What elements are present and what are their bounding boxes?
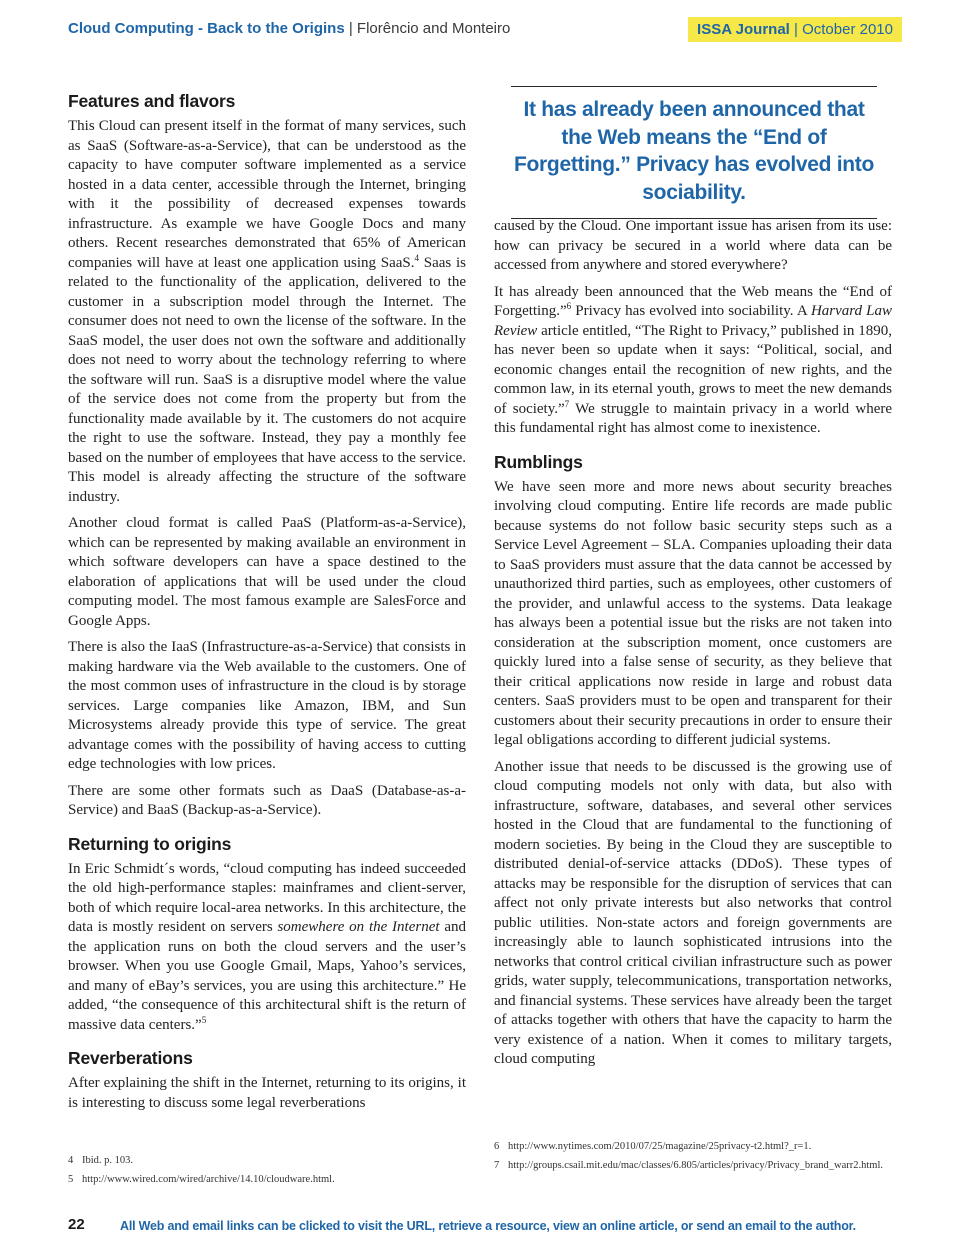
footnote-text: Ibid. p. 103. — [82, 1155, 134, 1166]
pull-quote: It has already been announced that the Web means the “End of Forgetting.” Privacy has evolved into sociability. — [511, 86, 877, 219]
journal-name: ISSA Journal — [697, 21, 790, 38]
text-run: We struggle to maintain privacy in a world where this fundamental right has almost come to inexistence. — [494, 400, 893, 436]
section-heading-features: Features and flavors — [68, 91, 236, 111]
text-run: article entitled, “The Right to Privacy,” published in 1890, has never been so update when it says: “Political, social, and economic changes entail the recognition of new rights, and the common law, in its eternal youth, grows to meet the new demands of society.” — [494, 322, 892, 417]
text-run: Saas is related to the functionality of the application, delivered to the customer in a subscription model through the Internet. The consumer does not need to own the license of the software. In the SaaS model, the user does not own the software and additionally does not need to worry about the technology referring to where the software will run. SaaS is a disruptive model where the value of the service does not come from the property but from the functionality made available by it. The customers do not acquire the right to use the software. Instead, they pay a monthly fee based on the number of employees that have access to the service. This model is already affecting the structure of the software industry. — [68, 254, 466, 505]
header-separator-2: | — [794, 21, 798, 38]
section-heading-reverberations: Reverberations — [68, 1048, 193, 1068]
left-column — [68, 90, 466, 1120]
paragraph: caused by the Cloud. One important issue has arisen from its use: how can privacy be secured in a world where data can be accessed from anywhere and stored everywhere? — [494, 218, 892, 273]
article-authors: Florêncio and Monteiro — [356, 20, 511, 37]
footnote — [494, 1140, 892, 1153]
footnote-number: 6 — [494, 1141, 500, 1152]
issue-date: October 2010 — [802, 21, 893, 38]
footnote-number: 7 — [494, 1160, 500, 1171]
right-column — [494, 217, 892, 1077]
footnote-ref-7[interactable]: 7 — [564, 398, 570, 409]
running-header — [68, 17, 902, 43]
footnote-ref-4[interactable]: 4 — [414, 252, 420, 263]
header-separator: | — [348, 20, 353, 37]
article-title: Cloud Computing - Back to the Origins — [68, 20, 345, 37]
paragraph — [494, 283, 892, 439]
text-run: Privacy has evolved into sociability. A — [571, 303, 811, 319]
footer-links-note: All Web and email links can be clicked to visit the URL, retrieve a resource, view an online article, or send an email to the author. — [120, 1219, 856, 1233]
page-number: 22 — [68, 1216, 85, 1233]
footnote-link[interactable]: http://www.wired.com/wired/archive/14.10/cloudware.html. — [82, 1174, 335, 1185]
paragraph: We have seen more and more news about security breaches involving cloud computing. Entire life records are made public because systems do not follow basic security steps such as a Service Level Agreement – SLA. Companies uploading their data to SaaS providers must assure that the data cannot be accessed by unauthorized third parties, such as employees, other customers of the provider, and unlawful access to the systems. Data leakage has always been a potential issue but the risks are not taken into consideration at the subscription moment, once customers are quickly lured into a false sense of security, as they believe that their critical applications now reside in large and robust data centers. SaaS providers must to be open and transparent for their customers about their security precautions in order to ensure their legal obligations according to different judicial systems. — [494, 478, 892, 748]
paragraph: Another issue that needs to be discussed is the growing use of cloud computing models not only with data, but also with infrastructure, software, databases, and several other services hosted in the Cloud that are fundamental to the functioning of modern societies. By being in the Cloud they are susceptible to distributed denial-of-service attacks (DDoS). These types of attacks may be responsible for the disruption of services that can affect not only private interests but also networks that control public utilities. Non-state actors and foreign governments are increasingly able to launch sophisticated intrusions into the networks that control critical civilian infrastructure such as power grids, water supply, telecommunications, transportation networks, and financial systems. These services have already been the target of attacks together with others that have the capacity to harm the very existence of a nation. When it comes to military targets, cloud computing — [494, 758, 892, 1067]
footnote — [494, 1159, 892, 1172]
paragraph: There is also the IaaS (Infrastructure-as-a-Service) that consists in making hardware via the Web available to the customers. One of the most common uses of infrastructure in the cloud is by storage services. Large companies like Amazon, IBM, and Sun Microsystems already provide this type of service. The great advantage comes with the possibility of having access to cutting edge technologies with low prices. — [68, 639, 466, 772]
footnote-link[interactable]: http://www.nytimes.com/2010/07/25/magazine/25privacy-t2.html?_r=1. — [508, 1141, 812, 1152]
header-title-block — [68, 20, 510, 37]
footnote — [68, 1173, 466, 1186]
section-heading-returning: Returning to origins — [68, 833, 232, 854]
section-heading-rumblings: Rumblings — [494, 451, 583, 472]
paragraph — [68, 860, 466, 1036]
text-run: It has already been announced that the Web means the “End of Forgetting.” — [494, 283, 892, 319]
paragraph: After explaining the shift in the Internet, returning to its origins, it is interesting to discuss some legal reverberations — [68, 1075, 466, 1111]
emphasis-text: somewhere on the Internet — [277, 919, 440, 935]
text-run: and the application runs on both the cloud servers and the user’s browser. When you use Google Gmail, Maps, Yahoo’s services, and many of eBay’s services, you are using this architecture.” He added, “the consequence of this architectural shift is the return of massive data centers.” — [68, 919, 466, 1033]
footnotes-left — [68, 1154, 466, 1192]
footnote-number: 4 — [68, 1155, 74, 1166]
footnote — [68, 1154, 466, 1167]
footnote-link[interactable]: http://groups.csail.mit.edu/mac/classes/6.805/articles/privacy/Privacy_brand_warr2.html. — [508, 1160, 883, 1171]
paragraph — [68, 117, 466, 507]
footnote-number: 5 — [68, 1174, 74, 1185]
footnote-ref-6[interactable]: 6 — [566, 301, 572, 311]
paragraph: There are some other formats such as DaaS (Database-as-a-Service) and BaaS (Backup-as-a-Service). — [68, 782, 466, 818]
text-run: In Eric Schmidt´s words, “cloud computing has indeed succeeded the old high-performance staples: mainframes and client-server, both of which require local-area networks. In this architecture, the data is mostly resident on servers — [68, 860, 466, 935]
footnotes-right — [494, 1140, 892, 1178]
emphasis-text: Harvard Law Review — [494, 303, 892, 339]
journal-badge — [688, 17, 902, 42]
paragraph: Another cloud format is called PaaS (Platform-as-a-Service), which can be represented by making available an environment in which software developers can have a space destined to the elaboration of applications that will be used under the cloud computing model. The most famous example are SalesForce and Google Apps. — [68, 515, 466, 629]
footnote-ref-5[interactable]: 5 — [201, 1014, 207, 1025]
text-run: This Cloud can present itself in the format of many services, such as SaaS (Software-as-a-Service), that can be understood as the capacity to have computer software implemented as a service hosted in a data center, accessible through the Internet, bringing with it the possibility of decreased expenses towards infrastructure. As example we have Google Docs and many others. Recent researches demonstrated that 65% of American companies will have at least one application using SaaS. — [68, 118, 466, 271]
